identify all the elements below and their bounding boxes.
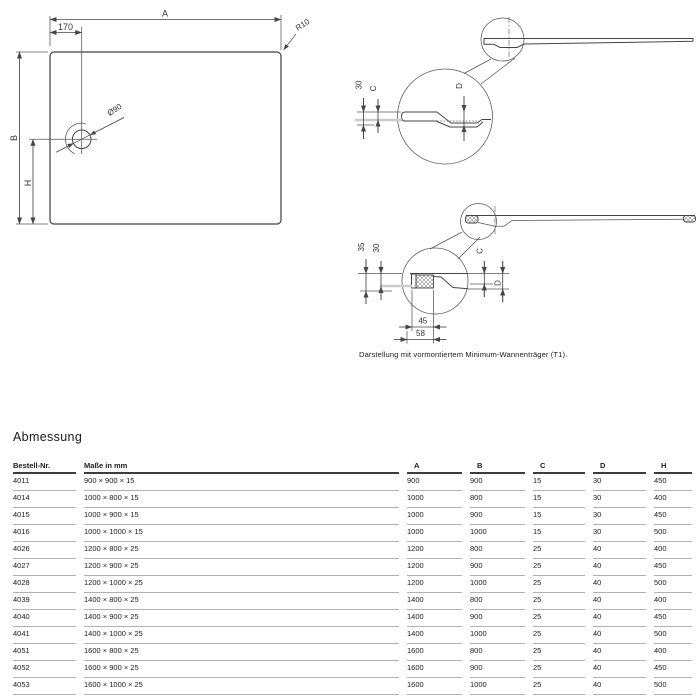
table-cell: 800: [470, 491, 525, 508]
table-cell: 1000: [470, 627, 525, 644]
table-cell: 800: [470, 593, 525, 610]
profile-detail-top: [355, 17, 694, 164]
drawing-caption: Darstellung mit vormontiertem Minimum-Wannenträger (T1).: [359, 350, 568, 359]
table-cell: 1600 × 800 × 25: [84, 644, 399, 661]
column-header-A: A: [407, 458, 462, 474]
table-row: [13, 491, 692, 508]
dim-label-B: B: [9, 134, 19, 142]
table-cell: 1600: [407, 678, 462, 695]
tray-side-profile: [484, 39, 693, 48]
table-cell: 15: [533, 474, 585, 491]
table-cell: 15: [533, 508, 585, 525]
table-row: [13, 508, 692, 525]
table-cell: 400: [654, 491, 692, 508]
table-cell: 30: [593, 474, 646, 491]
table-cell: 25: [533, 644, 585, 661]
tray-edge: [412, 274, 417, 288]
dim-label-H: H: [23, 179, 33, 187]
dim-label-drain-diameter: Ø90: [105, 102, 124, 118]
dimensions-table: [13, 458, 692, 695]
table-row: [13, 593, 692, 610]
table-cell: 40: [593, 593, 646, 610]
table-cell: 1000: [407, 525, 462, 542]
table-row: [13, 542, 692, 559]
table-cell: 450: [654, 661, 692, 678]
table-cell: 4039: [13, 593, 76, 610]
table-cell: 1000: [407, 491, 462, 508]
table-cell: 25: [533, 559, 585, 576]
section-heading: Abmessung: [13, 430, 83, 444]
dim-label-58: 58: [416, 329, 425, 338]
table-cell: 15: [533, 491, 585, 508]
table-cell: 40: [593, 610, 646, 627]
table-cell: 1200: [407, 576, 462, 593]
table-cell: 40: [593, 542, 646, 559]
table-cell: 15: [533, 525, 585, 542]
table-cell: 800: [470, 644, 525, 661]
table-cell: 4014: [13, 491, 76, 508]
table-cell: 800: [470, 542, 525, 559]
table-cell: 4027: [13, 559, 76, 576]
table-cell: 900: [470, 508, 525, 525]
column-header-order-no: Bestell-Nr.: [13, 458, 76, 474]
table-row: [13, 661, 692, 678]
table-cell: 40: [593, 576, 646, 593]
table-cell: 1200 × 900 × 25: [84, 559, 399, 576]
support-block-left: [466, 216, 479, 224]
table-cell: 1400 × 1000 × 25: [84, 627, 399, 644]
table-cell: 25: [533, 593, 585, 610]
table-cell: 900: [407, 474, 462, 491]
dim-label-45: 45: [418, 316, 428, 326]
detail-indicator-circle: [481, 18, 524, 61]
table-cell: 25: [533, 678, 585, 695]
table-cell: 25: [533, 661, 585, 678]
table-cell: 25: [533, 610, 585, 627]
table-row: [13, 644, 692, 661]
plan-view-drawing: [9, 9, 312, 225]
table-row: [13, 610, 692, 627]
table-cell: 1200 × 800 × 25: [84, 542, 399, 559]
table-cell: 1000: [470, 525, 525, 542]
column-header-B: B: [470, 458, 525, 474]
table-cell: 1000: [470, 576, 525, 593]
table-cell: 500: [654, 576, 692, 593]
table-cell: 1200: [407, 559, 462, 576]
table-header-row: [13, 458, 692, 474]
column-header-C: C: [533, 458, 585, 474]
table-cell: 900 × 900 × 15: [84, 474, 399, 491]
table-cell: 450: [654, 559, 692, 576]
table-cell: 1400: [407, 627, 462, 644]
dim-label-35-bottom: 35: [357, 242, 366, 252]
table-cell: 25: [533, 576, 585, 593]
table-cell: 4053: [13, 678, 76, 695]
table-cell: 900: [470, 559, 525, 576]
table-cell: 450: [654, 610, 692, 627]
table-cell: 4041: [13, 627, 76, 644]
table-body: [13, 474, 692, 695]
table-cell: 1400 × 800 × 25: [84, 593, 399, 610]
dim-label-30-bottom: 30: [372, 243, 381, 253]
table-cell: 1200: [407, 542, 462, 559]
table-cell: 4040: [13, 610, 76, 627]
table-cell: 4016: [13, 525, 76, 542]
table-row: [13, 576, 692, 593]
table-cell: 25: [533, 542, 585, 559]
table-cell: 1600: [407, 644, 462, 661]
table-row: [13, 474, 692, 491]
table-cell: 500: [654, 678, 692, 695]
table-cell: 1000: [470, 678, 525, 695]
column-header-H: H: [654, 458, 692, 474]
table-cell: 4026: [13, 542, 76, 559]
table-cell: 400: [654, 542, 692, 559]
table-cell: 400: [654, 644, 692, 661]
profile-detail-bottom: [357, 204, 696, 344]
table-cell: 4051: [13, 644, 76, 661]
table-cell: 40: [593, 627, 646, 644]
table-cell: 30: [593, 491, 646, 508]
table-row: [13, 627, 692, 644]
table-cell: 1400: [407, 610, 462, 627]
column-header-D: D: [593, 458, 646, 474]
table-row: [13, 525, 692, 542]
table-cell: 400: [654, 593, 692, 610]
table-cell: 1400 × 900 × 25: [84, 610, 399, 627]
table-cell: 40: [593, 644, 646, 661]
table-cell: 1000 × 1000 × 15: [84, 525, 399, 542]
column-header-size-mm: Maße in mm: [84, 458, 399, 474]
table-cell: 4028: [13, 576, 76, 593]
table-cell: 500: [654, 627, 692, 644]
table-cell: 40: [593, 661, 646, 678]
dim-label-D-bottom: D: [493, 280, 503, 286]
table-cell: 1200 × 1000 × 25: [84, 576, 399, 593]
table-cell: 40: [593, 559, 646, 576]
support-block-right: [684, 216, 696, 223]
dim-label-170: 170: [57, 22, 74, 32]
dim-label-corner-radius: R10: [294, 17, 312, 33]
table-cell: 4052: [13, 661, 76, 678]
support-cross-section: [416, 275, 434, 288]
table-cell: 1000: [407, 508, 462, 525]
table-cell: 40: [593, 678, 646, 695]
dim-label-C-top: C: [369, 85, 378, 92]
dim-label-D-top: D: [455, 83, 464, 89]
table-row: [13, 559, 692, 576]
dim-label-A: A: [161, 8, 169, 19]
table-cell: 4015: [13, 508, 76, 525]
detail-zoom-circle: [398, 69, 493, 164]
dim-label-C-bottom: C: [475, 248, 485, 254]
table-cell: 1000 × 800 × 15: [84, 491, 399, 508]
table-cell: 1000 × 900 × 15: [84, 508, 399, 525]
table-row: [13, 678, 692, 695]
table-cell: 4011: [13, 474, 76, 491]
table-cell: 500: [654, 525, 692, 542]
table-cell: 30: [593, 508, 646, 525]
table-cell: 1400: [407, 593, 462, 610]
table-cell: 30: [593, 525, 646, 542]
table-cell: 900: [470, 661, 525, 678]
table-cell: 450: [654, 508, 692, 525]
table-cell: 900: [470, 610, 525, 627]
table-cell: 1600 × 900 × 25: [84, 661, 399, 678]
dim-label-30-top: 30: [354, 80, 364, 90]
table-cell: 1600: [407, 661, 462, 678]
table-cell: 900: [470, 474, 525, 491]
table-cell: 450: [654, 474, 692, 491]
table-cell: 1600 × 1000 × 25: [84, 678, 399, 695]
table-cell: 25: [533, 627, 585, 644]
